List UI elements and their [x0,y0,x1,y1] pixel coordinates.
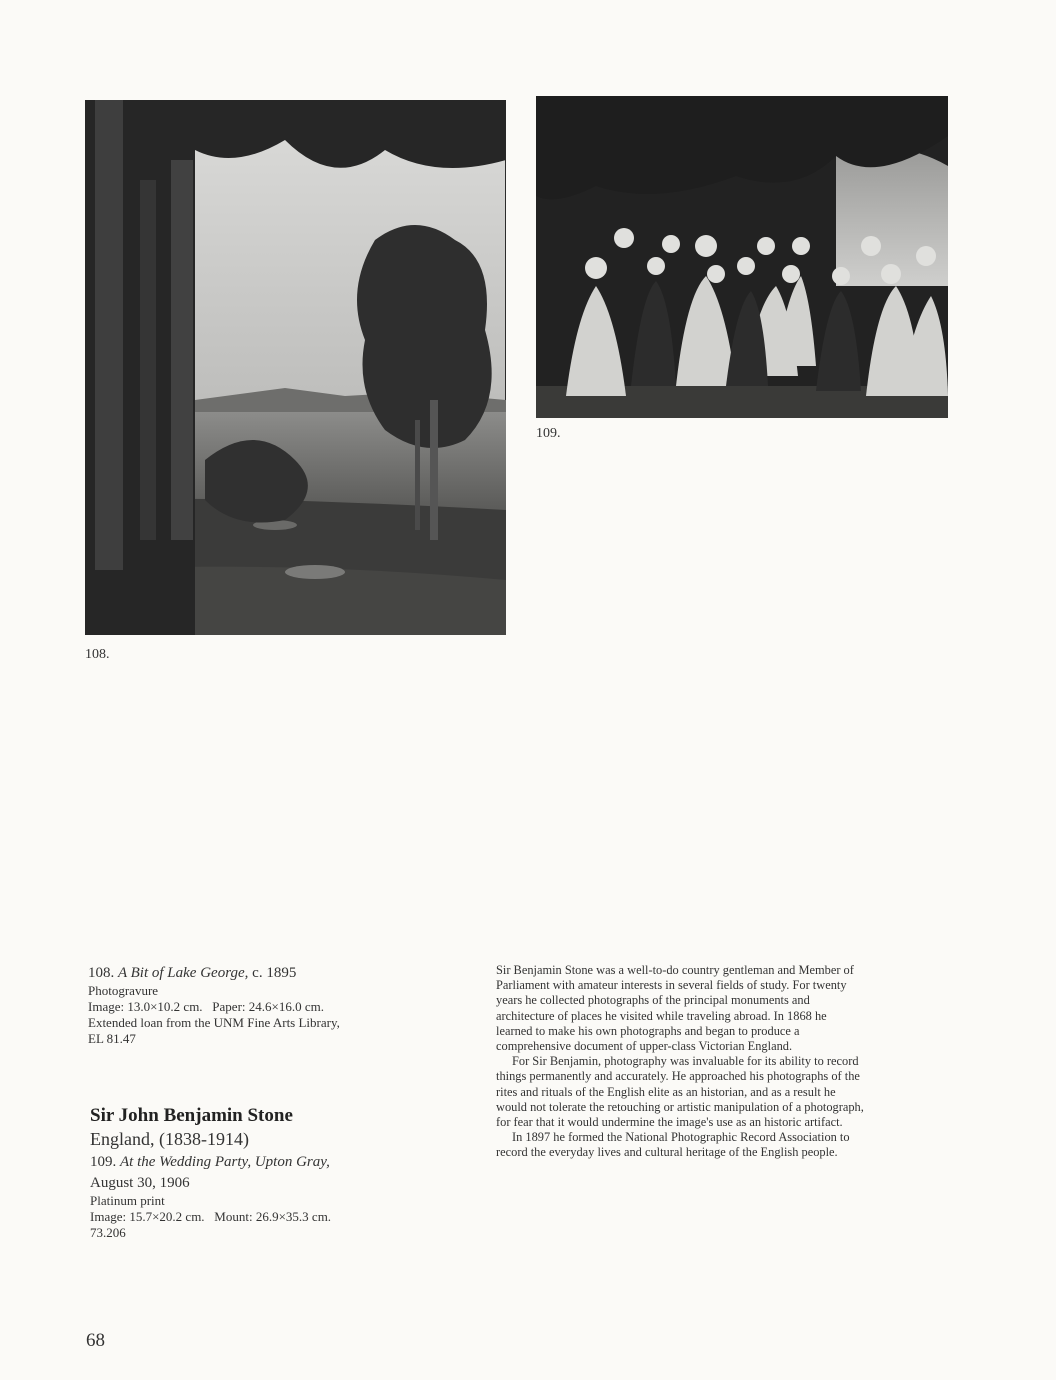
essay-paragraph-2: For Sir Benjamin, photography was invaluable for its ability to record things permanently and accurately. He approached his photographs of the rites and rituals of the English elite as an historian, and as a result he would not tolerate the retouching or artistic manipulation of a photograph, for fear that it would undermine the image's use as an historic artifact. [496,1054,864,1130]
caption-108-dimensions: Image: 13.0×10.2 cm. Paper: 24.6×16.0 cm. [88,999,324,1014]
plate-number-109: 109. [536,426,561,441]
caption-109-title-line [90,1153,430,1172]
caption-109-medium: Platinum print [90,1193,165,1208]
caption-109-number: 109. [90,1154,117,1170]
caption-109 [90,1104,430,1241]
artist-origin: England, (1838-1914) [90,1129,249,1149]
artist-name: Sir John Benjamin Stone [90,1105,293,1126]
caption-108 [88,964,428,1047]
caption-109-dimensions: Image: 15.7×20.2 cm. Mount: 26.9×35.3 cm. [90,1209,332,1224]
photo-lake-george [85,100,506,635]
caption-108-date: c. 1895 [252,965,297,981]
caption-108-title: A Bit of Lake George, [118,965,249,981]
caption-108-title-line [88,964,428,983]
plate-number-108: 108. [85,647,110,662]
caption-108-medium: Photogravure [88,983,159,998]
page-number: 68 [86,1330,105,1351]
essay-text [496,963,864,1161]
caption-108-credit-line1: Extended loan from the UNM Fine Arts Library, [88,1015,340,1030]
essay-paragraph-3: In 1897 he formed the National Photographic Record Association to record the everyday lives and cultural heritage of the English people. [496,1130,850,1160]
essay-paragraph-1: Sir Benjamin Stone was a well-to-do country gentleman and Member of Parliament with amateur interests in several fields of study. For twenty years he collected photographs of the principal monuments and architecture of places he visited while traveling abroad. In 1868 he learned to make his own photographs and began to produce a comprehensive document of upper-class Victorian England. [496,963,854,1054]
photo-wedding-party [536,96,948,418]
caption-109-accession: 73.206 [90,1225,126,1240]
caption-109-title: At the Wedding Party, Upton Gray, [120,1154,330,1170]
caption-108-credit-line2: EL 81.47 [88,1031,136,1046]
caption-108-number: 108. [88,965,115,981]
caption-109-date: August 30, 1906 [90,1175,190,1191]
